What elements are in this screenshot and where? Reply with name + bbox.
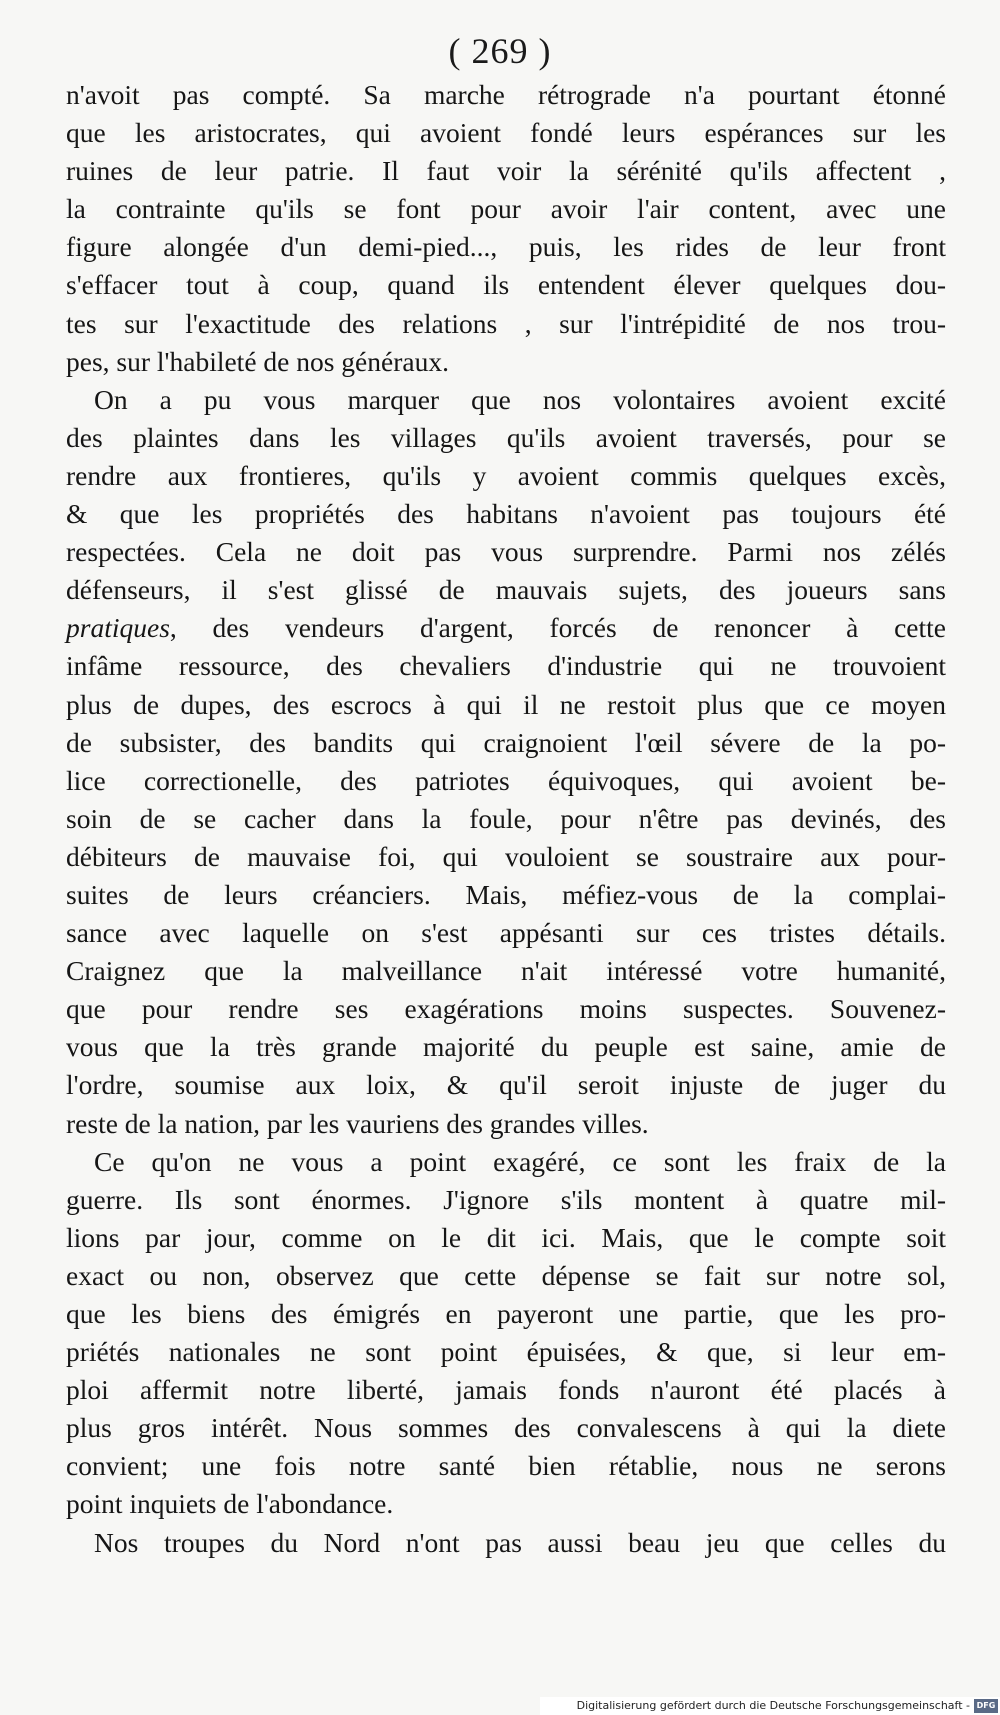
- text-line: rendre aux frontieres, qu'ils y avoient commis quelques excès,: [66, 459, 946, 491]
- text-line: exact ou non, observez que cette dépense se fait sur notre sol,: [66, 1259, 946, 1291]
- text-line: Ce qu'on ne vous a point exagéré, ce sont les fraix de la: [94, 1145, 946, 1177]
- text-line: de subsister, des bandits qui craignoient l'œil sévere de la po-: [66, 726, 946, 758]
- body-text: [66, 76, 946, 1562]
- text-line: priétés nationales ne sont point épuisées, & que, si leur em-: [66, 1336, 946, 1368]
- text-line: des plaintes dans les villages qu'ils avoient traversés, pour se: [66, 421, 946, 453]
- page-number: ( 269 ): [448, 31, 552, 71]
- text-line: Craignez que la malveillance n'ait intéressé votre humanité,: [66, 955, 946, 987]
- text-line: [66, 609, 946, 647]
- text-line: tes sur l'exactitude des relations , sur l'intrépidité de nos trou-: [66, 307, 946, 339]
- text-line: s'effacer tout à coup, quand ils entendent élever quelques dou-: [66, 269, 946, 301]
- text-line: On a pu vous marquer que nos volontaires avoient excité: [94, 383, 946, 415]
- text-line: défenseurs, il s'est glissé de mauvais sujets, des joueurs sans: [66, 574, 946, 606]
- text-line: lions par jour, comme on le dit ici. Mais, que le compte soit: [66, 1221, 946, 1253]
- text-line: ruines de leur patrie. Il faut voir la sérénité qu'ils affectent ,: [66, 155, 946, 187]
- text-line: la contrainte qu'ils se font pour avoir l'air content, avec une: [66, 193, 946, 225]
- text-line: débiteurs de mauvaise foi, qui vouloient se soustraire aux pour-: [66, 840, 946, 872]
- text-line: Nos troupes du Nord n'ont pas aussi beau jeu que celles du: [94, 1526, 946, 1558]
- text-line: sance avec laquelle on s'est appésanti sur ces tristes détails.: [66, 917, 946, 949]
- text-line: n'avoit pas compté. Sa marche rétrograde n'a pourtant étonné: [66, 79, 946, 110]
- footer-bar: [540, 1697, 1000, 1715]
- text-line: plus de dupes, des escrocs à qui il ne restoit plus que ce moyen: [66, 688, 946, 720]
- dfg-logo: DFG: [974, 1699, 998, 1713]
- text-line: lice correctionelle, des patriotes équivoques, qui avoient be-: [66, 764, 946, 796]
- footer-credit: Digitalisierung gefördert durch die Deutsche Forschungsgemeinschaft -: [576, 1699, 970, 1712]
- text-line: vous que la très grande majorité du peuple est saine, amie de: [66, 1031, 946, 1063]
- line-text: , des vendeurs d'argent, forcés de renoncer à cette: [169, 612, 946, 644]
- text-line: que les biens des émigrés en payeront une partie, que les pro-: [66, 1298, 946, 1329]
- text-line: ploi affermit notre liberté, jamais fonds n'auront été placés à: [66, 1374, 946, 1406]
- text-line: respectées. Cela ne doit pas vous surprendre. Parmi nos zélés: [66, 536, 946, 568]
- text-line: infâme ressource, des chevaliers d'industrie qui ne trouvoient: [66, 650, 946, 682]
- text-line: & que les propriétés des habitans n'avoient pas toujours été: [66, 498, 946, 530]
- text-line: soin de se cacher dans la foule, pour n'être pas devinés, des: [66, 802, 946, 834]
- text-line: que les aristocrates, qui avoient fondé leurs espérances sur les: [66, 117, 946, 149]
- text-line: suites de leurs créanciers. Mais, méfiez-vous de la complai-: [66, 878, 946, 910]
- text-line: convient; une fois notre santé bien rétablie, nous ne serons: [66, 1450, 946, 1482]
- italic-word: pratiques: [66, 612, 170, 644]
- text-line: point inquiets de l'abondance.: [66, 1488, 394, 1520]
- text-line: reste de la nation, par les vauriens des grandes villes.: [66, 1107, 649, 1139]
- text-line: guerre. Ils sont énormes. J'ignore s'ils montent à quatre mil-: [66, 1183, 946, 1215]
- text-line: que pour rendre ses exagérations moins suspectes. Souvenez-: [66, 993, 946, 1025]
- text-line: plus gros intérêt. Nous sommes des convalescens à qui la diete: [66, 1412, 946, 1444]
- text-line: l'ordre, soumise aux loix, & qu'il seroit injuste de juger du: [66, 1069, 946, 1101]
- text-line: figure alongée d'un demi-pied..., puis, les rides de leur front: [66, 231, 946, 263]
- text-line: pes, sur l'habileté de nos généraux.: [66, 345, 449, 377]
